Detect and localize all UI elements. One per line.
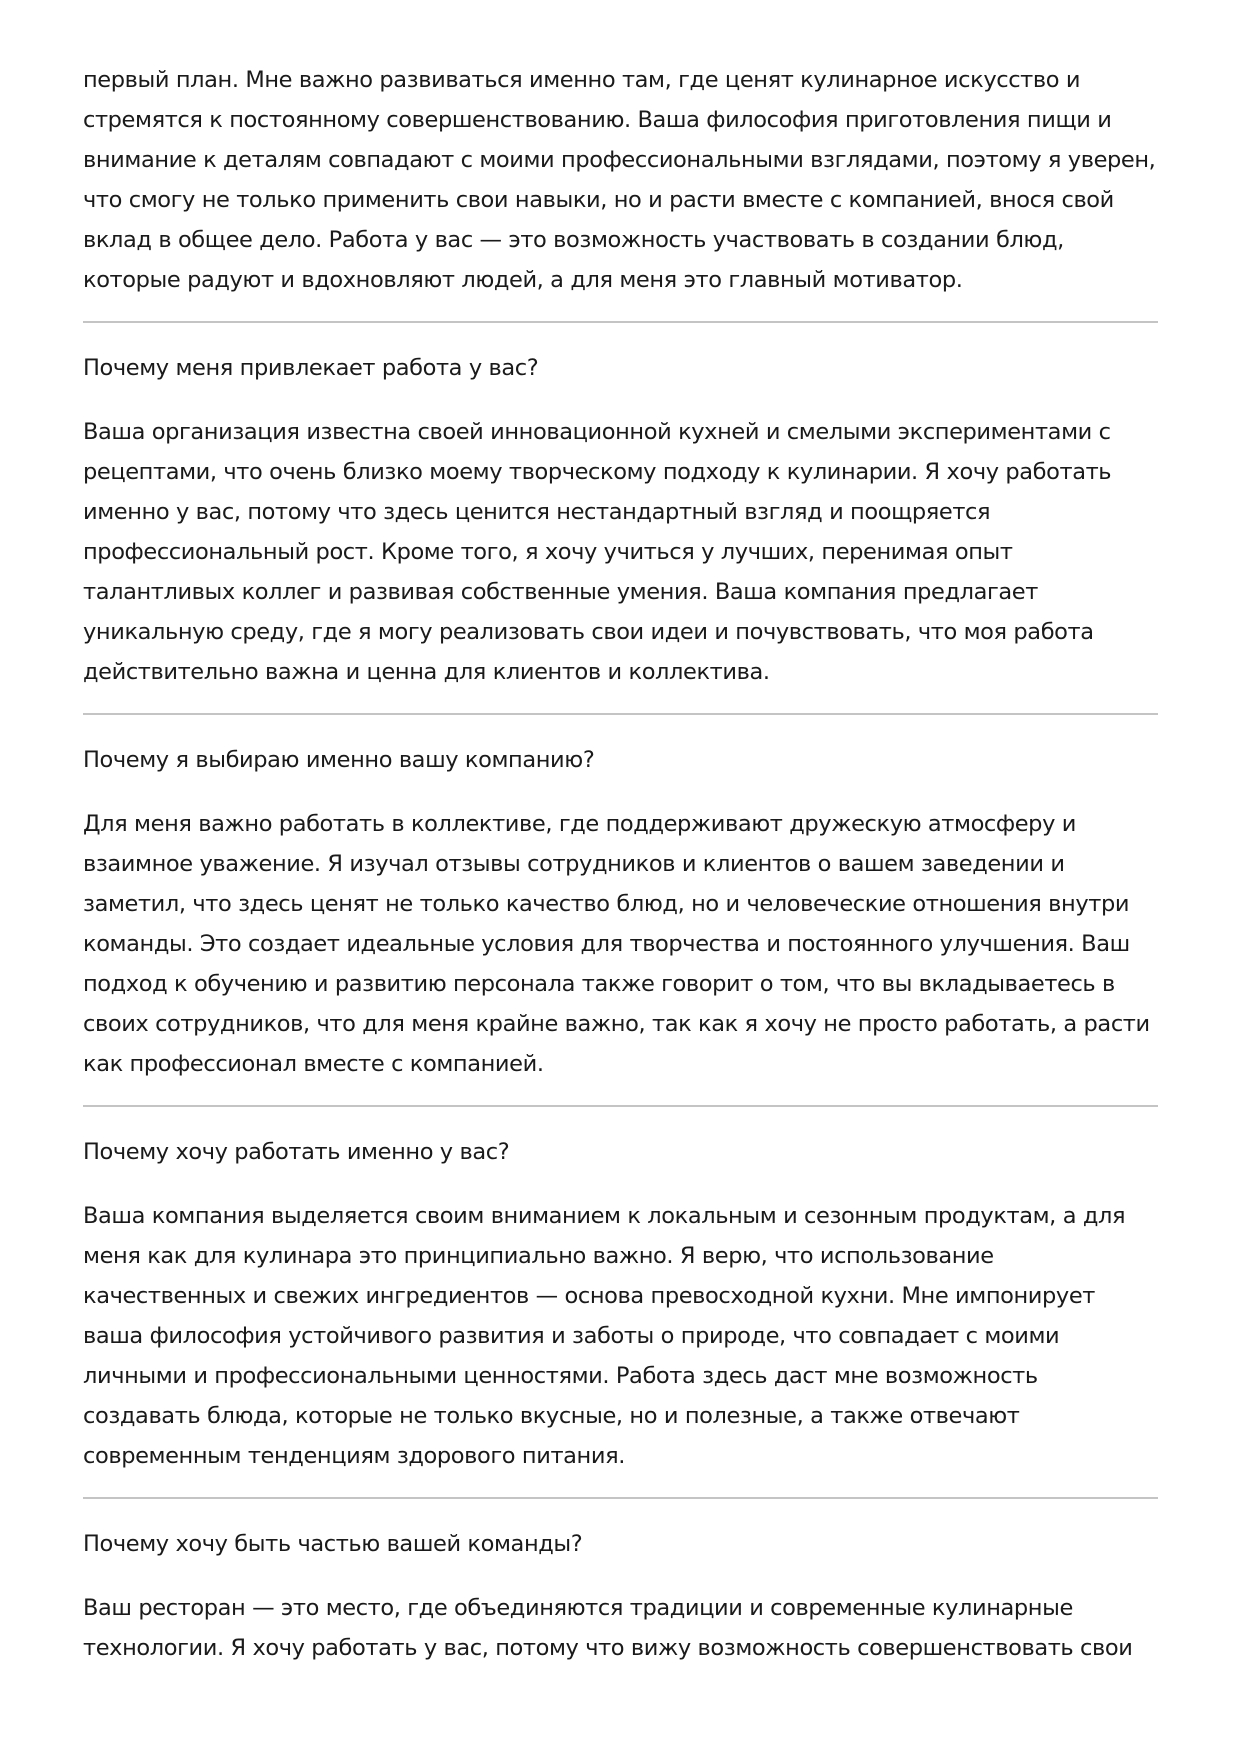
section-title: Почему я выбираю именно вашу компанию? [83,747,595,773]
section-divider [83,1497,1158,1499]
section-body: Ваш ресторан — это место, где объединяются традиции и современные кулинарные технологии. Я хочу работать у вас, потому что вижу возможность совершенствовать свои [83,1595,1133,1661]
intro-paragraph: первый план. Мне важно развиваться именно там, где ценят кулинарное искусство и стремятся к постоянному совершенствованию. Ваша философия приготовления пищи и внимание к деталям совпадают с моими профессиональными взглядами, поэтому я уверен, что смогу не только применить свои навыки, но и расти вместе с компанией, внося свой вклад в общее дело. Работа у вас — это возможность участвовать в создании блюд, которые радуют и вдохновляют людей, а для меня это главный мотиватор. [83,67,1156,293]
section-title: Почему хочу быть частью вашей команды? [83,1531,583,1557]
section-title: Почему меня привлекает работа у вас? [83,355,539,381]
section-divider [83,321,1158,323]
section-body: Ваша организация известна своей инновационной кухней и смелыми экспериментами с рецептами, что очень близко моему творческому подходу к кулинарии. Я хочу работать именно у вас, потому что здесь ценится нестандартный взгляд и поощряется профессиональный рост. Кроме того, я хочу учиться у лучших, перенимая опыт талантливых коллег и развивая собственные умения. Ваша компания предлагает уникальную среду, где я могу реализовать свои идеи и почувствовать, что моя работа действительно важна и ценна для клиентов и коллектива. [83,419,1112,685]
section-title: Почему хочу работать именно у вас? [83,1139,510,1165]
section-divider [83,1105,1158,1107]
section-body: Ваша компания выделяется своим вниманием к локальным и сезонным продуктам, а для меня как для кулинара это принципиально важно. Я верю, что использование качественных и свежих ингредиентов — основа превосходной кухни. Мне импонирует ваша философия устойчивого развития и заботы о природе, что совпадает с моими личными и профессиональными ценностями. Работа здесь даст мне возможность создавать блюда, которые не только вкусные, но и полезные, а также отвечают современным тенденциям здорового питания. [83,1203,1126,1469]
section-divider [83,713,1158,715]
document-content [83,60,1158,1668]
section-body: Для меня важно работать в коллективе, где поддерживают дружескую атмосферу и взаимное уважение. Я изучал отзывы сотрудников и клиентов о вашем заведении и заметил, что здесь ценят не только качество блюд, но и человеческие отношения внутри команды. Это создает идеальные условия для творчества и постоянного улучшения. Ваш подход к обучению и развитию персонала также говорит о том, что вы вкладываетесь в своих сотрудников, что для меня крайне важно, так как я хочу не просто работать, а расти как профессионал вместе с компанией. [83,811,1150,1077]
